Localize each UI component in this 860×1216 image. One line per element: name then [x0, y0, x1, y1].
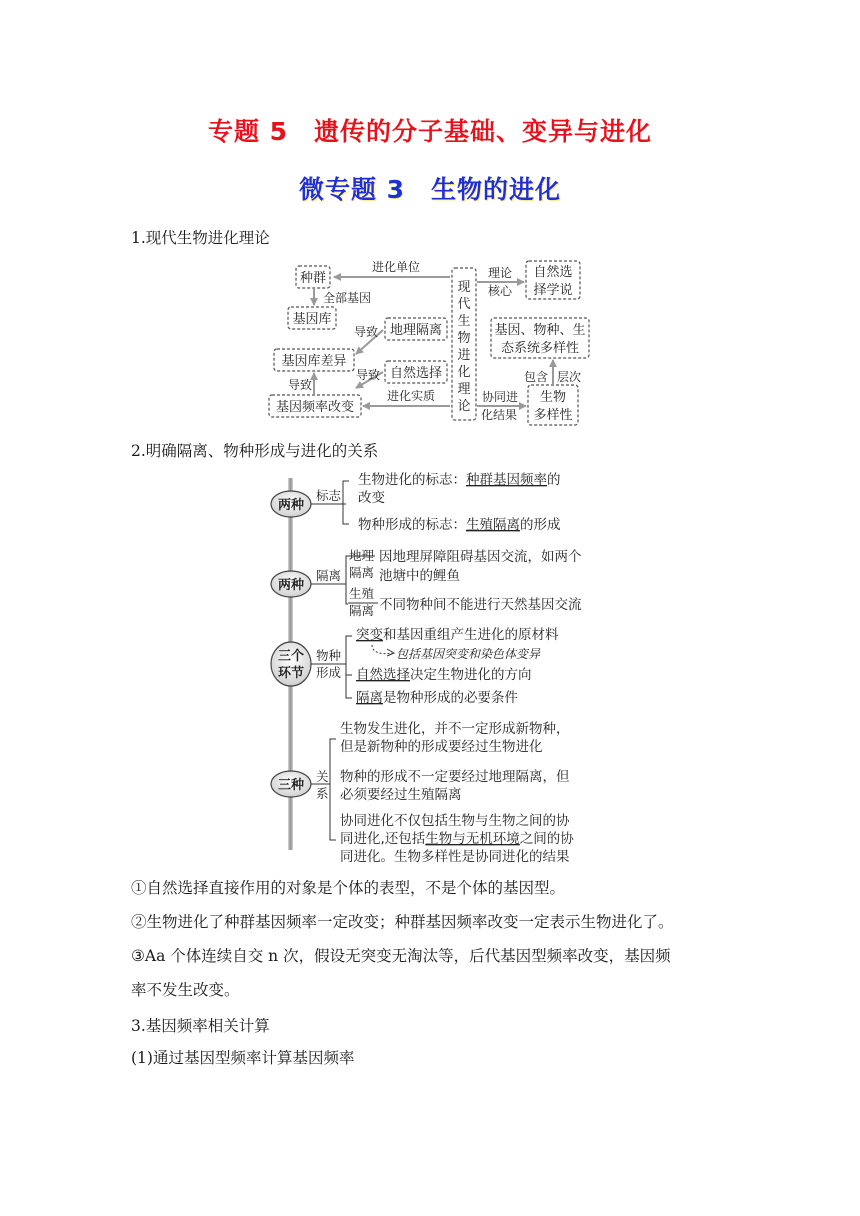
label-cengci: 层次	[556, 370, 582, 384]
n4c-line1: 协同进化不仅包括生物与生物之间的协	[340, 813, 570, 829]
center-char: 论	[457, 399, 471, 414]
node3-tag-2: 形成	[316, 665, 342, 680]
label-daozhi-1: 导致	[353, 325, 379, 339]
node-zhongqun: 种群	[299, 271, 327, 286]
label-xietong-1: 协同进	[481, 390, 519, 404]
node-zrxz-line2: 择学说	[533, 283, 573, 298]
n4c-line2: 同进化,还包括生物与无机环境之间的协	[340, 831, 574, 847]
label-hexin: 核心	[487, 284, 513, 298]
node-dyx-line2: 态系统多样性	[500, 341, 580, 356]
node1-tag: 标志	[316, 488, 342, 503]
node2-label: 两种	[277, 578, 305, 593]
node-swdyx-line1: 生物	[539, 390, 567, 405]
node2-tag: 隔离	[316, 568, 342, 583]
n1a-line2: 改变	[358, 490, 385, 506]
n3c-line: 隔离是物种形成的必要条件	[356, 690, 518, 706]
n1b-line: 物种形成的标志：生殖隔离的形成	[358, 517, 561, 533]
label-daozhi-2: 导致	[355, 368, 381, 382]
center-char: 化	[457, 365, 471, 380]
node-jiyin-pinlv: 基因频率改变	[275, 400, 355, 415]
n4b-line2: 必须要经过生殖隔离	[340, 787, 462, 803]
n2b-tag-2: 隔离	[349, 603, 375, 618]
n4a-line2: 但是新物种的形成要经过生物进化	[340, 739, 543, 755]
document-title: 专题 5 遗传的分子基础、变异与进化	[207, 117, 653, 146]
center-char: 进	[457, 348, 471, 363]
label-lilun: 理论	[487, 266, 513, 280]
center-char: 理	[457, 382, 471, 397]
node-jiyinku: 基因库	[292, 312, 332, 327]
label-xietong-2: 化结果	[480, 408, 518, 422]
n4a-line1: 生物发生进化，并不一定形成新物种，	[340, 721, 570, 737]
n2a-line1: 因地理屏障阻碍基因交流，如两个	[379, 549, 582, 565]
node-swdyx-line2: 多样性	[533, 408, 573, 423]
node3-label-2: 环节	[277, 666, 305, 681]
label-baohan: 包含	[523, 370, 549, 384]
node3-label-1: 三个	[277, 649, 305, 664]
section-heading-1: 1.现代生物进化理论	[131, 229, 270, 247]
label-daozhi-3: 导致	[287, 378, 313, 392]
n4b-line1: 物种的形成不一定要经过地理隔离，但	[340, 769, 570, 785]
n2a-line2: 池塘中的鲤鱼	[379, 568, 460, 584]
section-heading-2: 2.明确隔离、物种形成与进化的关系	[131, 442, 379, 460]
center-char: 生	[457, 314, 471, 329]
note-4: 率不发生改变。	[131, 981, 240, 999]
note-3: ③Aa 个体连续自交 n 次，假设无突变无淘汰等，后代基因型频率改变，基因频	[131, 947, 671, 965]
node-ziran-xuanze: 自然选择	[389, 366, 443, 381]
n2a-tag-2: 隔离	[349, 565, 375, 580]
node-dili-geli: 地理隔离	[389, 323, 443, 338]
center-char: 物	[457, 331, 471, 346]
node-zrxz-line1: 自然选	[533, 265, 573, 280]
node-jiyinku-chayi: 基因库差异	[281, 354, 347, 369]
note-2: ②生物进化了种群基因频率一定改变；种群基因频率改变一定表示生物进化了。	[131, 913, 674, 931]
node3-tag-1: 物种	[316, 648, 342, 663]
center-char: 代	[457, 297, 471, 312]
n4c-line3: 同进化。生物多样性是协同进化的结果	[340, 849, 570, 865]
node4-label: 三种	[277, 778, 305, 793]
n3b-line: 自然选择决定生物进化的方向	[356, 667, 532, 683]
subsection-heading-3-1: (1)通过基因型频率计算基因频率	[131, 1049, 355, 1067]
label-jinhua-shizhi: 进化实质	[386, 389, 436, 403]
n3a-line: 突变和基因重组产生进化的原材料	[356, 627, 559, 643]
label-quanbu-jiyin: 全部基因	[322, 291, 372, 305]
n2b-line1: 不同物种间不能进行天然基因交流	[379, 597, 582, 613]
handwritten-arrow	[372, 645, 392, 654]
note-1: ①自然选择直接作用的对象是个体的表型，不是个体的基因型。	[131, 879, 566, 897]
label-jinhua-danwei: 进化单位	[371, 260, 421, 274]
node4-tag-2: 系	[316, 786, 329, 801]
n3a-handwritten-note: 包括基因突变和染色体变异	[396, 647, 541, 661]
document-subtitle: 微专题 3 生物的进化	[298, 175, 562, 204]
n2b-tag-1: 生殖	[349, 586, 375, 601]
n2a-tag-1: 地理	[349, 548, 375, 563]
center-char: 现	[457, 280, 471, 295]
node1-label: 两种	[277, 498, 305, 513]
section-heading-3: 3.基因频率相关计算	[131, 1017, 270, 1035]
n1a-line1: 生物进化的标志：种群基因频率的	[358, 472, 561, 488]
node-dyx-line1: 基因、物种、生	[494, 323, 586, 338]
node4-tag-1: 关	[316, 769, 329, 784]
